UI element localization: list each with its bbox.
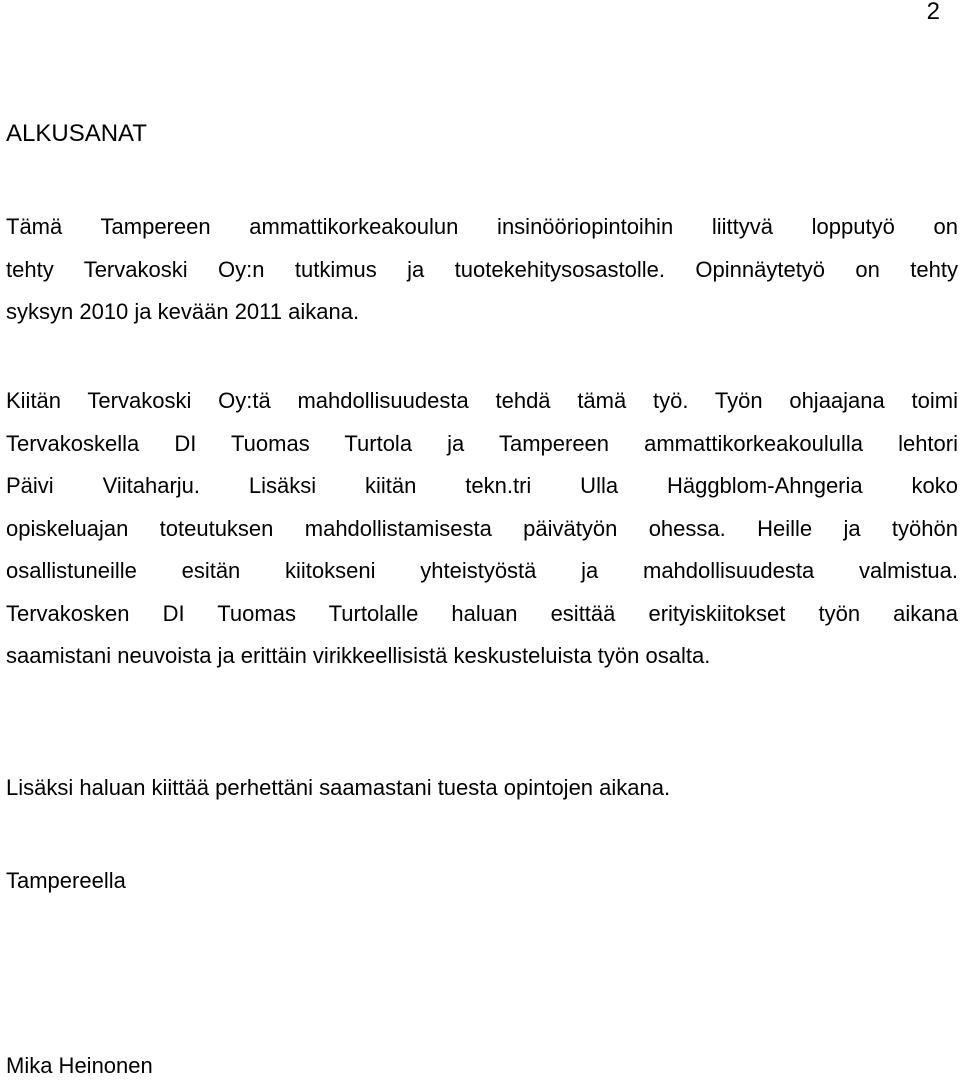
paragraph-line: tehty Tervakoski Oy:n tutkimus ja tuotekehitysosastolle. Opinnäytetyö on tehty bbox=[6, 256, 958, 282]
place-line: Tampereella bbox=[6, 868, 126, 893]
section-heading: ALKUSANAT bbox=[6, 120, 147, 147]
paragraph-line: Tervakosken DI Tuomas Turtolalle haluan esittää erityiskiitokset työn aikana bbox=[6, 600, 958, 626]
place-text bbox=[6, 860, 958, 903]
page-number: 2 bbox=[926, 0, 940, 25]
author-name bbox=[6, 1045, 958, 1088]
paragraph-line: opiskeluajan toteutuksen mahdollistamisesta päivätyön ohessa. Heille ja työhön bbox=[6, 515, 958, 541]
paragraph-line: Tervakoskella DI Tuomas Turtola ja Tampereen ammattikorkeakoululla lehtori bbox=[6, 430, 958, 456]
paragraph-line: osallistuneille esitän kiitokseni yhteistyöstä ja mahdollisuudesta valmistua. bbox=[6, 558, 958, 583]
family-thanks-paragraph bbox=[6, 767, 958, 810]
paragraph-line: saamistani neuvoista ja erittäin virikkeellisistä keskusteluista työn osalta. bbox=[6, 643, 711, 668]
thanks-paragraph bbox=[6, 380, 958, 678]
author-line: Mika Heinonen bbox=[6, 1053, 153, 1078]
intro-paragraph bbox=[6, 206, 958, 334]
paragraph-line: Kiitän Tervakoski Oy:tä mahdollisuudesta tehdä tämä työ. Työn ohjaajana toimi bbox=[6, 388, 958, 413]
paragraph-line: Tämä Tampereen ammattikorkeakoulun insinööriopintoihin liittyvä lopputyö on bbox=[6, 214, 958, 239]
paragraph-line: Lisäksi haluan kiittää perhettäni saamastani tuesta opintojen aikana. bbox=[6, 775, 671, 800]
paragraph-line: Päivi Viitaharju. Lisäksi kiitän tekn.tri Ulla Häggblom-Ahngeria koko bbox=[6, 473, 958, 498]
paragraph-line: syksyn 2010 ja kevään 2011 aikana. bbox=[6, 299, 360, 324]
